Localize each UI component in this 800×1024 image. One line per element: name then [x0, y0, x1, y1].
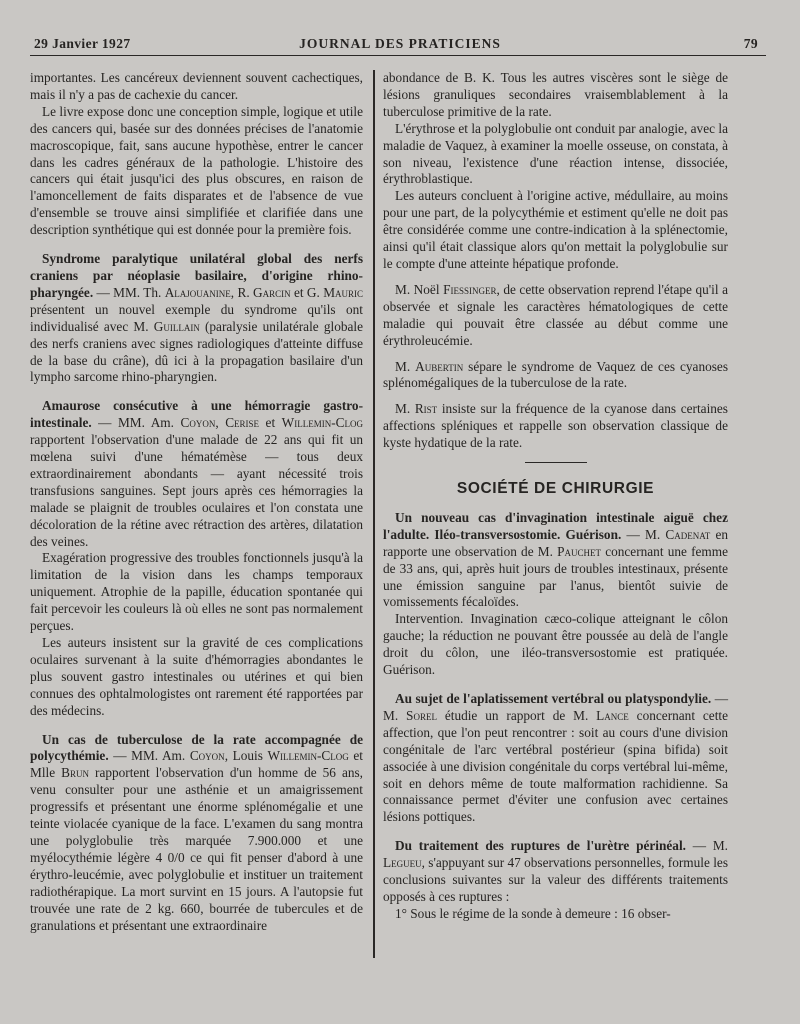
header-rule — [30, 55, 766, 56]
column-rule — [373, 70, 375, 958]
author-name: Brun — [61, 765, 90, 781]
author-name: Willemin-Clog — [267, 748, 349, 764]
article-tuberculose-rate — [30, 732, 363, 935]
running-header — [30, 32, 770, 54]
paragraph: 1° Sous le régime de la sonde à demeure : 16 obser- — [395, 905, 671, 921]
text-run: présentent un nouvel exemple du syndrome qu'ils ont individualisé avec M. — [30, 301, 363, 334]
author-name: Alajouanine — [164, 284, 231, 300]
text-run: et Mlle — [30, 748, 363, 781]
author-name: Coyon — [189, 748, 225, 764]
author-name: Pauchet — [557, 543, 602, 559]
text-run: , s'appuyant sur 47 observations personnelles, formule les conclusions suivantes sur la valeur des différents traitements opposés à ces ruptures : — [383, 855, 728, 904]
paragraph: Les auteurs insistent sur la gravité de ces complications oculaires survenant à la suite d'hémorragies abondantes le plus souvent gastro intestinales ou utérines et qui bien connues des ophtalmologistes ont rarement été rapportées par des médecins. — [30, 635, 363, 718]
author-name: Coyon — [180, 415, 216, 431]
paragraph — [383, 282, 728, 350]
paragraph: Exagération progressive des troubles fonctionnels jusqu'à la limitation de la vision dans les champs temporaux uniquement. Atrophie de la papille, éducation spontanée qui fait percevoir les couleurs là où elles ne sont pas normalement perçues. — [30, 550, 363, 634]
article-title: Du traitement des ruptures de l'urètre périnéal. — [395, 838, 686, 854]
text-run: — M. — [383, 691, 728, 723]
author-name: Mauric — [323, 284, 364, 300]
text-run: (paralysie unilatérale globale des nerfs craniens avec signes radiologiques d'atteinte diffuse de la base du crâne), dû ici à la propagation basilaire d'un lympho sarcome rhino-pharyngien. — [30, 318, 363, 385]
text-run: insiste sur la fréquence de la cyanose dans certaines affections spléniques et rappelle son observation classique de kyste hydatique de la rate. — [383, 401, 728, 451]
article-urethre — [383, 838, 728, 906]
paragraph — [383, 401, 728, 452]
author-name: Cadenat — [665, 526, 711, 542]
paragraph: importantes. Les cancéreux deviennent souvent cachectiques, mais il n'y a pas de cachexie du cancer. — [30, 70, 363, 102]
author-name: Fiessinger — [443, 281, 497, 297]
author-name: Sorel — [406, 707, 437, 723]
text-run: , Louis — [224, 748, 268, 764]
article-invagination — [383, 510, 728, 611]
text-run: et G. — [290, 284, 324, 300]
left-column — [30, 70, 363, 934]
article-title: Au sujet de l'aplatissement vertébral ou platyspondylie. — [395, 691, 712, 706]
article-title: Amaurose consécutive à une hémorragie gastro-intestinale. — [30, 398, 363, 431]
author-name: Willemin-Clog — [281, 415, 363, 431]
text-run: et — [259, 415, 282, 431]
paragraph — [383, 359, 728, 393]
author-name: Legueu — [383, 855, 422, 871]
text-run: concernant cette affection, que l'on peut rencontrer : soit au cours d'une division congénitale de l'arc vertébral postérieur (spina bifida) soit associée à une division congénitale du corps vertébral lui-même, soit en dehors même de toute malformation rachidienne. Sa connaissance permet d'éviter une confusion avec certaines lésions pottiques. — [383, 707, 728, 825]
text-run: rapportent l'observation d'un homme de 56 ans, venu consulter pour une asthénie et un amaigrissement progressifs et présentant une énorme splénomégalie et une teinte violacée cyanique de la face. L'examen du sang montra une polyglobulie très marquée 7.900.000 et une myélocythémie légère 4 0/0 ce qui fit penser d'abord à une érythro-leucémie, avec polyglobulie et instituer un traitement radiothérapique. La mort survint en 15 jours. A l'autopsie fut trouvée une rate de 2 kg. 660, bourrée de tubercules et de granulations et présentant une extraordinaire — [30, 765, 363, 933]
header-journal-title: JOURNAL DES PRATICIENS — [299, 36, 501, 51]
author-name: Garcin — [253, 284, 291, 300]
article-title: Syndrome paralytique unilatéral global des nerfs craniens par néoplasie basilaire, d'origine rhino-pharyngée. — [30, 251, 363, 300]
section-title: SOCIÉTÉ DE CHIRURGIE — [456, 480, 655, 498]
text-run: — M. — [621, 526, 666, 542]
text-run: M. Noël — [395, 281, 444, 297]
text-run: M. — [395, 358, 416, 374]
text-run: , de cette observation reprend l'étape qu'il a observée et signale les caractères hématologiques de cette maladie qui pouvait être classée au début comme une érythroleucémie. — [383, 281, 728, 348]
author-name: Cerise — [225, 415, 260, 431]
text-run: , — [215, 415, 226, 431]
paragraph: abondance de B. K. Tous les autres viscères sont le siège de lésions granuliques secondaires vraisemblablement à la tuberculose primitive de la rate. — [383, 70, 728, 119]
paragraph: Intervention. Invagination cæco-colique atteignant le côlon gauche; la réduction ne pouvant être poussée au delà de l'angle droit du côlon, une iléo-transversostomie est pratiquée. Guérison. — [383, 611, 728, 678]
right-column — [383, 70, 728, 923]
text-run: — M. — [685, 838, 728, 854]
author-name: Guillain — [153, 318, 200, 334]
section-divider — [525, 462, 587, 463]
text-run: — MM. Th. — [93, 284, 165, 300]
article-platyspondylie — [383, 691, 728, 826]
text-run: , R. — [230, 284, 254, 300]
text-run: sépare le syndrome de Vaquez de ces cyanoses splénomégaliques de la tuberculose de la rate. — [383, 358, 728, 391]
text-run: M. — [395, 401, 415, 417]
article-alajouanine — [30, 251, 363, 386]
text-run: concernant une femme de 33 ans, qui, après huit jours de troubles intestinaux, présente une émission sanguine par l'anus, bientôt suivie de vomissements fécaloïdes. — [383, 543, 728, 610]
text-run: rapportent l'observation d'une malade de 22 ans qui fit un mœlena suivi d'une hématémèse — tous deux extraordinairement abondants — ayant nécessité trois transfusions sanguines. Sept jours après ces hémorragies la malade se plaignit de troubles oculaires et l'on constata une décoloration de la rétine avec rétraction des artères, dilatation des veines. — [30, 432, 363, 549]
article-title: Un cas de tuberculose de la rate accompagnée de polycythémie. — [30, 731, 363, 764]
text-run: — MM. Am. — [108, 748, 190, 764]
paragraph: L'érythrose et la polyglobulie ont conduit par analogie, avec la maladie de Vaquez, à examiner la moelle osseuse, on constata, à son niveau, l'existence d'une réaction intense, dissociée, érythroblastique. — [383, 120, 728, 187]
text-run: en rapporte une observation de M. — [383, 526, 729, 559]
text-run: — MM. Am. — [91, 415, 181, 431]
text-run: étudie un rapport de M. — [436, 707, 597, 723]
author-name: Aubertin — [415, 358, 464, 374]
header-date: 29 Janvier 1927 — [34, 36, 131, 51]
paragraph: Les auteurs concluent à l'origine active, médullaire, au moins pour une part, de la polycythémie et estiment qu'elle ne doit pas être considérée comme une contre-indication à la splénectomie, ainsi qu'il était classique alors qu'on mettait la polyglobulie sur le compte d'une atteinte hépatique profonde. — [383, 188, 728, 271]
article-title: Un nouveau cas d'invagination intestinale aiguë chez l'adulte. Iléo-transversostomie. Guérison. — [383, 509, 728, 542]
author-name: Rist — [414, 401, 438, 417]
paragraph: Le livre expose donc une conception simple, logique et utile des cancers qui, basée sur des données précises de l'anatomie macroscopique, fait, sans aucune hypothèse, entrer le cancer dans les cadres généraux de la pathologie. L'histoire des cancers qui était jusqu'ici des plus obscures, en raison de l'amoncellement de faits disparates et de l'absence de vue d'ensemble se trouve ainsi simplifiée et clarifiée dans une description synthétique qui est donnée pour la première fois. — [30, 103, 363, 238]
author-name: Lance — [596, 707, 629, 723]
article-amaurose — [30, 398, 363, 550]
header-page-number: 79 — [743, 36, 758, 51]
